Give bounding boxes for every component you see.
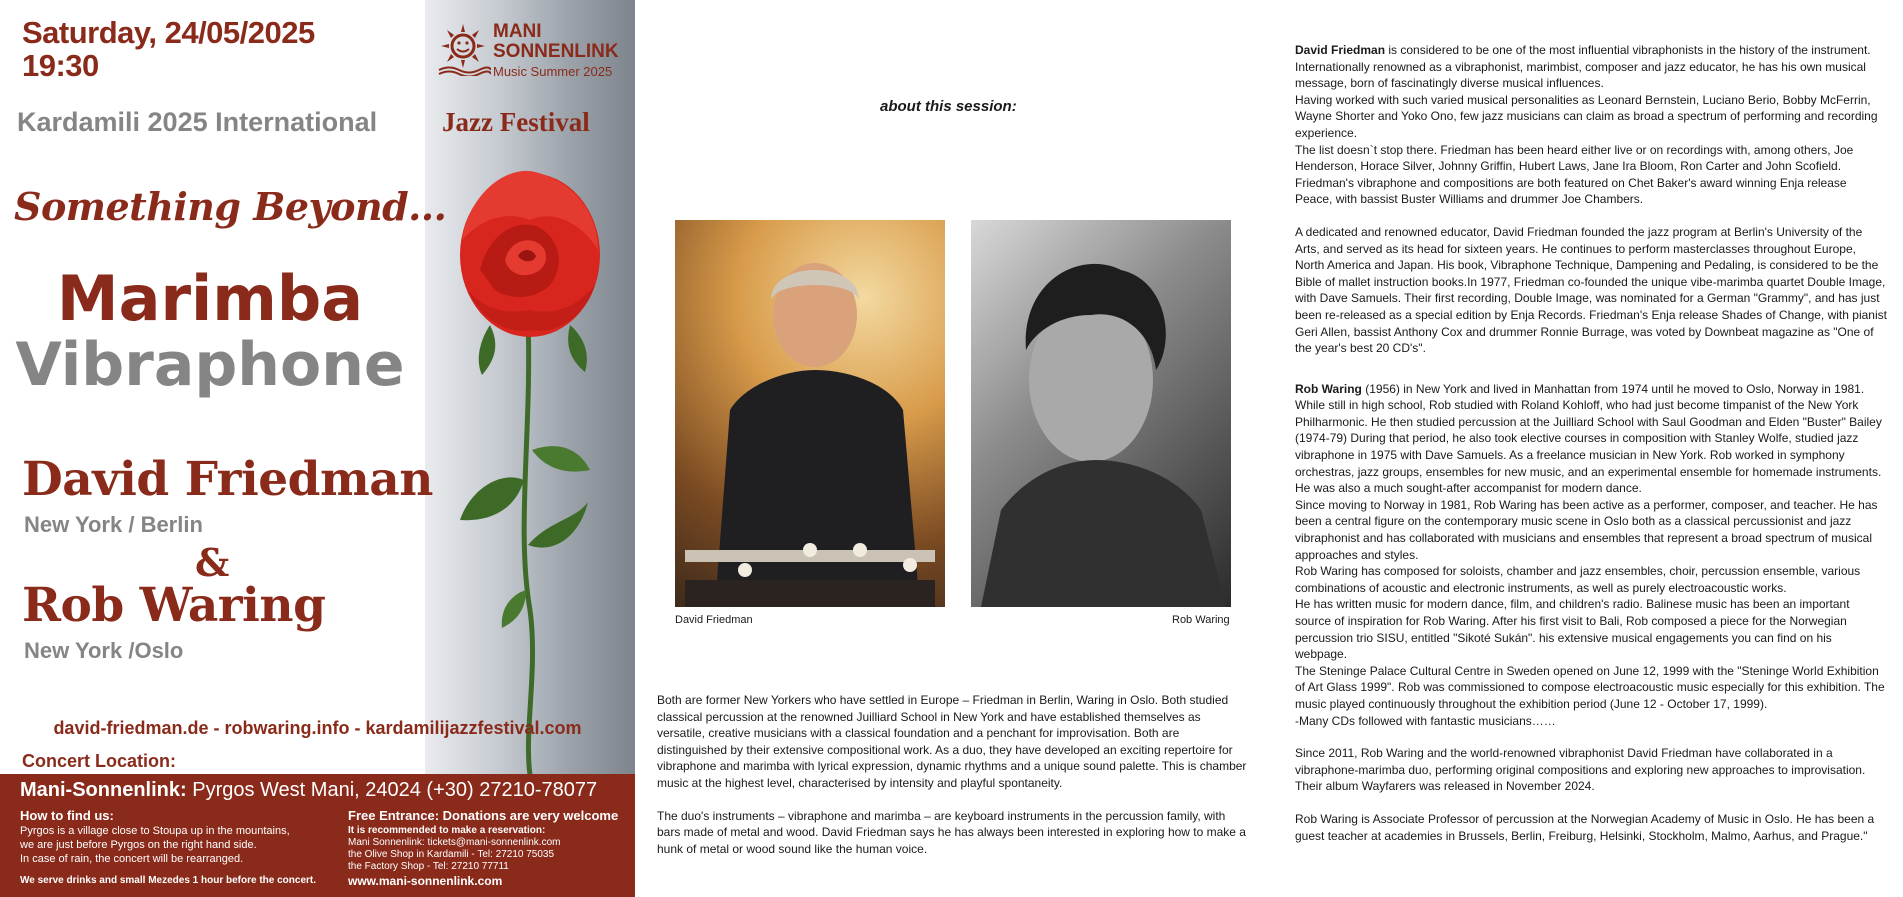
artist-2-name: Rob Waring [22, 578, 326, 633]
sun-icon [435, 20, 491, 76]
session-paragraph: Both are former New Yorkers who have settled in Europe – Friedman in Berlin, Waring in Oslo. Both studied classical percussion at the renowned Juilliard School in New York and have established themselves as versatile, creative musicians with a classical foundation and a penchant for improvisation. Both are distinguished by their extensive compositional work. As a duo, they have developed an exciting repertoire for vibraphone and marimba with lyrical expression, dynamic rhythms and a unique sound palette. This is chamber music at the highest level, characterised by intensity and playful spontaneity. [657, 693, 1247, 790]
bio-paragraph: The Steninge Palace Cultural Centre in Sweden opened on June 12, 1999 with the "Steninge World Exhibition of Art Glass 1999". Rob was commissioned to compose electroacoustic music especially for this exhibition. The music played continuously throughout the exhibition period (June 12 - October 17, 1999). [1295, 663, 1885, 711]
bio-name-david: David Friedman [1295, 43, 1386, 57]
venue-footer [0, 774, 635, 897]
reservation-line: Mani Sonnenlink: tickets@mani-sonnenlink.com [348, 837, 561, 848]
caption-rob-waring: Rob Waring [1172, 614, 1230, 626]
venue-address: Pyrgos West Mani, 24024 (+30) 27210-78077 [192, 779, 598, 801]
rose-illustration [420, 150, 635, 775]
websites-line: david-friedman.de - robwaring.info - kardamilijazzfestival.com [53, 718, 582, 738]
concert-location-label: Concert Location: [22, 751, 177, 771]
tagline: Something Beyond... [14, 184, 447, 229]
session-description [657, 692, 1249, 873]
session-heading: about this session: [880, 98, 1017, 115]
bio-paragraph: Since moving to Norway in 1981, Rob Waring has been active as a performer, composer, and teacher. He has been a central figure on the contemporary music scene in Oslo both as a classical percussionist and jazz vibraphonist and has collaborated with musicians and ensembles that represent a broad spectrum of musical approaches and styles. [1295, 497, 1878, 562]
session-paragraph: The duo's instruments – vibraphone and marimba – are keyboard instruments in the percussion family, with bars made of metal and wood. David Friedman says he has always been interested in exploring how to make a hunk of metal or wood sound like the human voice. [657, 808, 1246, 856]
bio-paragraph: A dedicated and renowned educator, David Friedman founded the jazz program at Berlin's University of the Arts, and served as its head for sixteen years. He continues to perform masterclasses throughout Europe, North America and Japan. His book, Vibraphone Technique, Dampening and Pedaling, is considered to be the Bible of mallet instruction books.In 1977, Friedman co-founded the unique vibe-marimba quartet Double Image, with Dave Samuels. Their first recording, Double Image, was nominated for a German "Grammy", and has just been re-released as a special edition by Enja Records. Friedman's Enja release Shades of Change, with pianist Geri Allen, bassist Anthony Cox and drummer Ronnie Burrage, was voted by Downbeat magazine as "One of the year's best 20 CD's". [1295, 224, 1887, 356]
poster-panel [0, 0, 635, 897]
reservation-heading: It is recommended to make a reservation: [348, 825, 546, 836]
photo-david-friedman [675, 220, 945, 607]
caption-david-friedman: David Friedman [675, 614, 753, 626]
logo-line-3: Music Summer 2025 [493, 64, 613, 79]
directions [20, 824, 290, 866]
bio-paragraph: David Friedman is considered to be one of the most influential vibraphonists in the history of the instrument. Internationally renowned as a vibraphonist, marimbist, composer and jazz educator, he has his own musical message, born of fascinatingly diverse musical influences. [1295, 43, 1871, 91]
direction-line: we are just before Pyrgos on the right hand side. [20, 839, 257, 851]
bio-paragraph: The list doesn`t stop there. Friedman has been heard either live or on recordings with, among others, Joe Henderson, Horace Silver, Johnny Griffin, Hubert Laws, Jane Ira Bloom, Ron Carter and John Scofield. Friedman's vibraphone and compositions are both featured on Chet Baker's award winning Enja release Peace, with bassist Buster Williams and drummer Joe Chambers. [1295, 142, 1854, 207]
website-link[interactable]: www.mani-sonnenlink.com [348, 874, 503, 888]
event-time: 19:30 [22, 48, 99, 83]
musician-photo-placeholder [675, 220, 945, 607]
reservation-line: the Olive Shop in Kardamili - Tel: 27210 75035 [348, 849, 555, 860]
bio-paragraph: Rob Waring is Associate Professor of percussion at the Norwegian Academy of Music in Oslo. He has been a guest teacher at academies in Brussels, Berlin, Freiburg, Helsinki, Stockholm, Malmo, Aarhus, and Prague." [1295, 811, 1875, 843]
bio-paragraph: Since 2011, Rob Waring and the world-renowned vibraphonist David Friedman have collaborated in a vibraphone-marimba duo, performing original compositions and exploring new approaches to improvisation. Their album Wayfarers was released in November 2024. [1295, 746, 1866, 794]
festival-name-left: Kardamili 2025 International [17, 107, 378, 137]
bio-paragraph: Having worked with such varied musical personalities as Leonard Bernstein, Luciano Berio, Bobby McFerrin, Wayne Shorter and Yoko Ono, few jazz musicians can claim as broad a spectrum of performing and recording experience. [1295, 92, 1878, 140]
direction-line: In case of rain, the concert will be rearranged. [20, 853, 244, 865]
bio-paragraph: Rob Waring has composed for soloists, chamber and jazz ensembles, choir, percussion ensemble, various combinations of acoustic and electronic instruments, as well as purely electroacoustic works. [1295, 564, 1861, 595]
bio-paragraph: He has written music for modern dance, film, and children's radio. Balinese music has been an important source of inspiration for Rob Waring. After his first visit to Bali, Rob composed a piece for the Norwegian percussion trio SISU, entitled "Sikoté Sukán". his extensive musical engagements you can find on his webpage. [1295, 597, 1850, 662]
bio-paragraph: Rob Waring (1956) in New York and lived in Manhattan from 1974 until he moved to Oslo, Norway in 1981. While still in high school, Rob studied with Roland Kohloff, who had just become timpanist of the New York Philharmonic. He then studied percussion at the Juilliard School with Saul Goodman and Elden "Buster" Bailey (1974-79) During that period, he also took elective courses in composition with Stanley Wolfe, studied jazz vibraphone in 1975 with Dave Samuels. As a freelance musician in New York. Rob worked in symphony orchestras, jazz groups, ensembles for new music, and an experimental ensemble for homemade instruments. He was also a much sought-after accompanist for modern dance. [1295, 381, 1882, 496]
instrument-marimba: Marimba [56, 262, 364, 335]
festival-name-right: Jazz Festival [442, 107, 590, 137]
logo-line-2: SONNENLINK [493, 41, 619, 62]
biographies [1295, 42, 1887, 844]
bio-paragraph: -Many CDs followed with fantastic musicians…… [1295, 713, 1556, 728]
artist-1-city: New York / Berlin [24, 512, 203, 537]
drinks-note: We serve drinks and small Mezedes 1 hour before the concert. [20, 875, 317, 886]
entrance-heading: Free Entrance: Donations are very welcome [348, 808, 619, 823]
artist-2-city: New York /Oslo [24, 638, 184, 663]
reservation-line: the Factory Shop - Tel: 27210 77711 [348, 861, 509, 872]
photo-rob-waring [971, 220, 1231, 607]
event-date: Saturday, 24/05/2025 [22, 15, 315, 50]
artist-1-name: David Friedman [22, 452, 433, 507]
direction-line: Pyrgos is a village close to Stoupa up in the mountains, [20, 825, 290, 837]
how-to-find-heading: How to find us: [20, 808, 114, 823]
reservation-contacts [348, 837, 560, 873]
instrument-vibraphone: Vibraphone [15, 330, 405, 400]
venue-name: Mani-Sonnenlink: [20, 779, 187, 801]
venue-line [20, 779, 597, 802]
musician-photo-placeholder [971, 220, 1231, 607]
logo-line-1: MANI [493, 21, 542, 42]
bio-name-rob: Rob Waring [1295, 381, 1362, 396]
ampersand: & [195, 540, 230, 585]
mani-sonnenlink-logo [435, 20, 635, 82]
